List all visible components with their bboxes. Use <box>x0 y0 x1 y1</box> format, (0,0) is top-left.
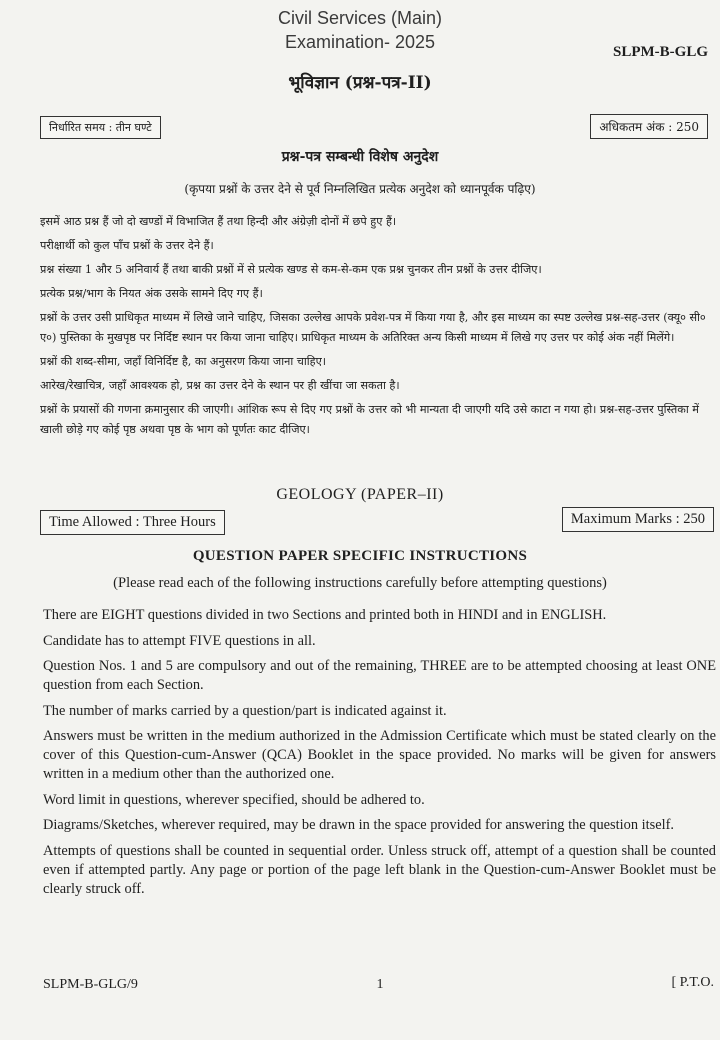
hindi-instruction: प्रत्येक प्रश्न/भाग के नियत अंक उसके सामने दिए गए हैं। <box>40 287 263 300</box>
english-time-allowed: Time Allowed : Three Hours <box>40 510 225 535</box>
english-instructions-list <box>43 606 716 905</box>
please-turn-over: [ P.T.O. <box>671 975 714 990</box>
english-max-marks: Maximum Marks : 250 <box>562 507 714 532</box>
english-instruction: Question Nos. 1 and 5 are compulsory and out of the remaining, THREE are to be attempted choosing at least ONE question from each Section. <box>43 658 716 693</box>
exam-title-line2: Examination- 2025 <box>284 32 436 52</box>
hindi-time-allowed: निर्धारित समय : तीन घण्टे <box>40 116 161 139</box>
english-instruction: The number of marks carried by a question/part is indicated against it. <box>43 702 447 719</box>
hindi-instruction: परीक्षार्थी को कुल पाँच प्रश्नों के उत्तर देने हैं। <box>40 239 214 252</box>
hindi-instructions-title: प्रश्न-पत्र सम्बन्धी विशेष अनुदेश <box>281 149 439 165</box>
english-paper-title: GEOLOGY (PAPER–II) <box>276 486 444 503</box>
english-instruction: There are EIGHT questions divided in two Sections and printed both in HINDI and in ENGLISH. <box>43 607 607 623</box>
paper-code: SLPM-B-GLG <box>612 44 708 60</box>
english-instructions-note: (Please read each of the following instructions carefully before attempting questions) <box>113 575 607 591</box>
hindi-paper-title: भूविज्ञान (प्रश्न-पत्र-II) <box>288 73 432 93</box>
hindi-max-marks: अधिकतम अंक : 250 <box>590 114 708 139</box>
hindi-instructions-note: (कृपया प्रश्नों के उत्तर देने से पूर्व निम्नलिखित प्रत्येक अनुदेश को ध्यानपूर्वक पढ़िए) <box>184 182 536 196</box>
hindi-instruction: प्रश्न संख्या 1 और 5 अनिवार्य हैं तथा बाकी प्रश्नों में से प्रत्येक खण्ड से कम-से-कम एक प्रश्न चुनकर तीन प्रश्नों के उत्तर दीजिए। <box>40 263 542 276</box>
english-instruction: Diagrams/Sketches, wherever required, may be drawn in the space provided for answering the question itself. <box>43 817 674 833</box>
page-number: 1 <box>376 977 384 992</box>
hindi-instruction: आरेख/रेखाचित्र, जहाँ आवश्यक हो, प्रश्न का उत्तर देने के स्थान पर ही खींचा जा सकता है। <box>40 379 400 392</box>
hindi-instructions-list <box>40 212 712 444</box>
hindi-instruction: प्रश्नों के प्रयासों की गणना क्रमानुसार की जाएगी। आंशिक रूप से दिए गए प्रश्नों के उत्तर को भी मान्यता दी जाएगी यदि उसे काटा न गया हो। प्रश्न-सह-उत्तर पुस्तिका में खाली छोड़े गए कोई पृष्ठ अथवा पृष्ठ के भाग को पूर्णतः काट दीजिए। <box>40 403 699 436</box>
english-instructions-title: QUESTION PAPER SPECIFIC INSTRUCTIONS <box>192 548 528 564</box>
english-instruction: Attempts of questions shall be counted in sequential order. Unless struck off, attempt of a question shall be counted even if attempted partly. Any page or portion of the page left blank in the Question-cum-Answer Booklet must be clearly struck off. <box>43 842 716 897</box>
hindi-instruction: प्रश्नों के उत्तर उसी प्राधिकृत माध्यम में लिखे जाने चाहिए, जिसका उल्लेख आपके प्रवेश-पत्र में किया गया है, और इस माध्यम का स्पष्ट उल्लेख प्रश्न-सह-उत्तर (क्यू० सी० ए०) पुस्तिका के मुखपृष्ठ पर निर्दिष्ट स्थान पर किया जाना चाहिए। प्राधिकृत माध्यम के अतिरिक्त अन्य किसी माध्यम में लिखे गए उत्तर पर कोई अंक नहीं मिलेंगे। <box>40 311 706 344</box>
footer-paper-code: SLPM-B-GLG/9 <box>43 977 138 992</box>
english-instruction: Word limit in questions, wherever specified, should be adhered to. <box>43 791 425 808</box>
hindi-instruction: इसमें आठ प्रश्न हैं जो दो खण्डों में विभाजित हैं तथा हिन्दी और अंग्रेज़ी दोनों में छपे हुए हैं। <box>40 215 397 228</box>
hindi-instruction: प्रश्नों की शब्द-सीमा, जहाँ विनिर्दिष्ट है, का अनुसरण किया जाना चाहिए। <box>40 355 327 368</box>
exam-title-line1: Civil Services (Main) <box>277 8 443 28</box>
english-instruction: Answers must be written in the medium authorized in the Admission Certificate which must be stated clearly on the cover of this Question-cum-Answer (QCA) Booklet in the space provided. No marks will be given for answers written in a medium other than the authorized one. <box>43 728 716 782</box>
english-instruction: Candidate has to attempt FIVE questions in all. <box>43 632 316 649</box>
